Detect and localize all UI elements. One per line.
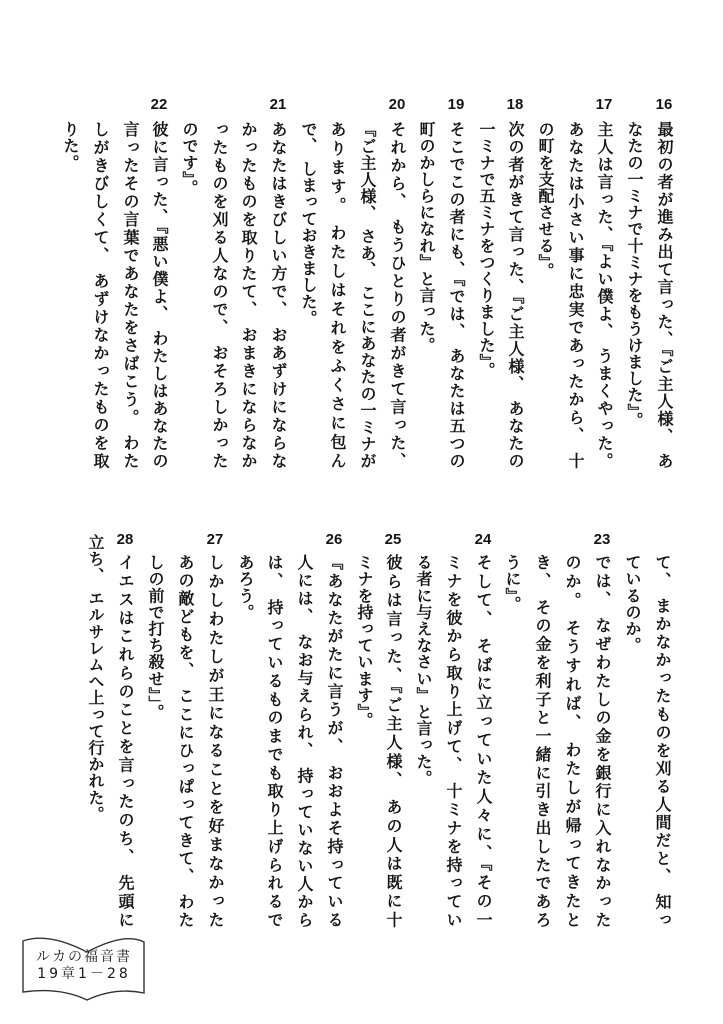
text-column: 一ミナで五ミナをつくりました』。 xyxy=(477,121,496,379)
text-column: ミナを彼から取り上げて、 十ミナを持ってい xyxy=(444,554,463,928)
verse-number: 21 xyxy=(269,96,287,113)
text-column: のか。 そうすれば、 わたしが帰ってきたと xyxy=(563,554,582,928)
verse-number: 18 xyxy=(506,96,524,113)
text-column: 『ご主人様、 さあ、 ここにあなたの一ミナが xyxy=(358,121,377,469)
text-column: りた。 xyxy=(61,121,80,171)
verse-number: 26 xyxy=(325,531,343,548)
text-column: しかしわたしが王になることを好まなかった xyxy=(206,554,225,928)
verse-number: 16 xyxy=(655,96,673,113)
text-column: 最初の者が進み出て言った、『ご主人様、 あ xyxy=(655,121,674,469)
text-column: なたの一ミナで十ミナをもうけました』。 xyxy=(625,121,644,429)
verse-number: 27 xyxy=(206,531,224,548)
text-column: て、 まかなかったものを刈る人間だと、 知っ xyxy=(653,554,672,928)
text-column: あなたは小さい事に忠実であったから、 十 xyxy=(566,121,585,469)
text-column: 町のかしらになれ』と言った。 xyxy=(417,121,436,354)
text-column: き、 その金を利子と一緒に引き出したであろ xyxy=(533,554,552,928)
text-column: の町を支配させる』。 xyxy=(536,121,555,279)
text-column: そこでこの者にも、『では、 あなたは五つの xyxy=(447,121,466,469)
verse-number: 22 xyxy=(150,96,168,113)
text-column: で、 しまっておきました。 xyxy=(299,121,318,327)
text-column: しがきびしくて、 あずけなかったものを取 xyxy=(91,121,110,469)
text-column: 『あなたがたに言うが、 おおよそ持っている xyxy=(325,554,344,928)
text-column: あろう。 xyxy=(236,554,255,621)
text-column: 彼に言った、『悪い僕よ、 わたしはあなたの xyxy=(150,121,169,469)
text-column: ているのか。 xyxy=(623,554,642,654)
verse-number: 23 xyxy=(593,531,611,548)
text-column: 主人は言った、『よい僕よ、 うまくやった。 xyxy=(595,121,614,469)
text-column: 人には、 なお与えられ、 持っていない人から xyxy=(295,554,314,928)
text-column: しの前で打ち殺せ』」。 xyxy=(146,554,165,721)
verse-number: 28 xyxy=(116,531,134,548)
text-column: ったものを刈る人なので、 おそろしかった xyxy=(210,121,229,469)
text-column: は、 持っているものまでも取り上げられるで xyxy=(265,554,284,928)
book-reference-label xyxy=(20,932,148,1004)
verse-number: 17 xyxy=(595,96,613,113)
text-column: 彼らは言った、『ご主人様、 あの人は既に十 xyxy=(384,554,403,928)
text-column: イエスはこれらのことを言ったのち、 先頭に xyxy=(116,554,135,928)
text-column: かったものを取りたて、 おまきにならなか xyxy=(239,121,258,469)
text-column: ミナを持っています』。 xyxy=(355,554,374,729)
text-column: 次の者がきて言った、『ご主人様、 あなたの xyxy=(506,121,525,469)
verse-number: 19 xyxy=(447,96,465,113)
verse-number: 20 xyxy=(388,96,406,113)
book-title: ルカの福音書 xyxy=(36,949,132,965)
verse-number: 24 xyxy=(474,531,492,548)
text-column: 言ったその言葉であなたをさばこう。 わた xyxy=(121,121,140,469)
text-column: そして、 そばに立っていた人々に、『その一 xyxy=(474,554,493,928)
chapter-verse-range: 19章1－28 xyxy=(37,966,131,982)
text-column: それから、 もうひとりの者がきて言った、 xyxy=(388,121,407,469)
text-column: のです』。 xyxy=(180,121,199,196)
text-column: あります。 わたしはそれをふくさに包ん xyxy=(328,121,347,469)
text-column: 立ち、 エルサレムへ上って行かれた。 xyxy=(86,534,105,823)
verse-number: 25 xyxy=(384,531,402,548)
text-column: では、 なぜわたしの金を銀行に入れなかった xyxy=(593,554,612,928)
text-column: あの敵どもを、 ここにひっぱってきて、 わた xyxy=(176,554,195,928)
text-column: あなたはきびしい方で、 おあずけにならな xyxy=(269,121,288,469)
text-column: うに』。 xyxy=(503,554,522,613)
text-column: る者に与えなさい』と言った。 xyxy=(414,554,433,787)
